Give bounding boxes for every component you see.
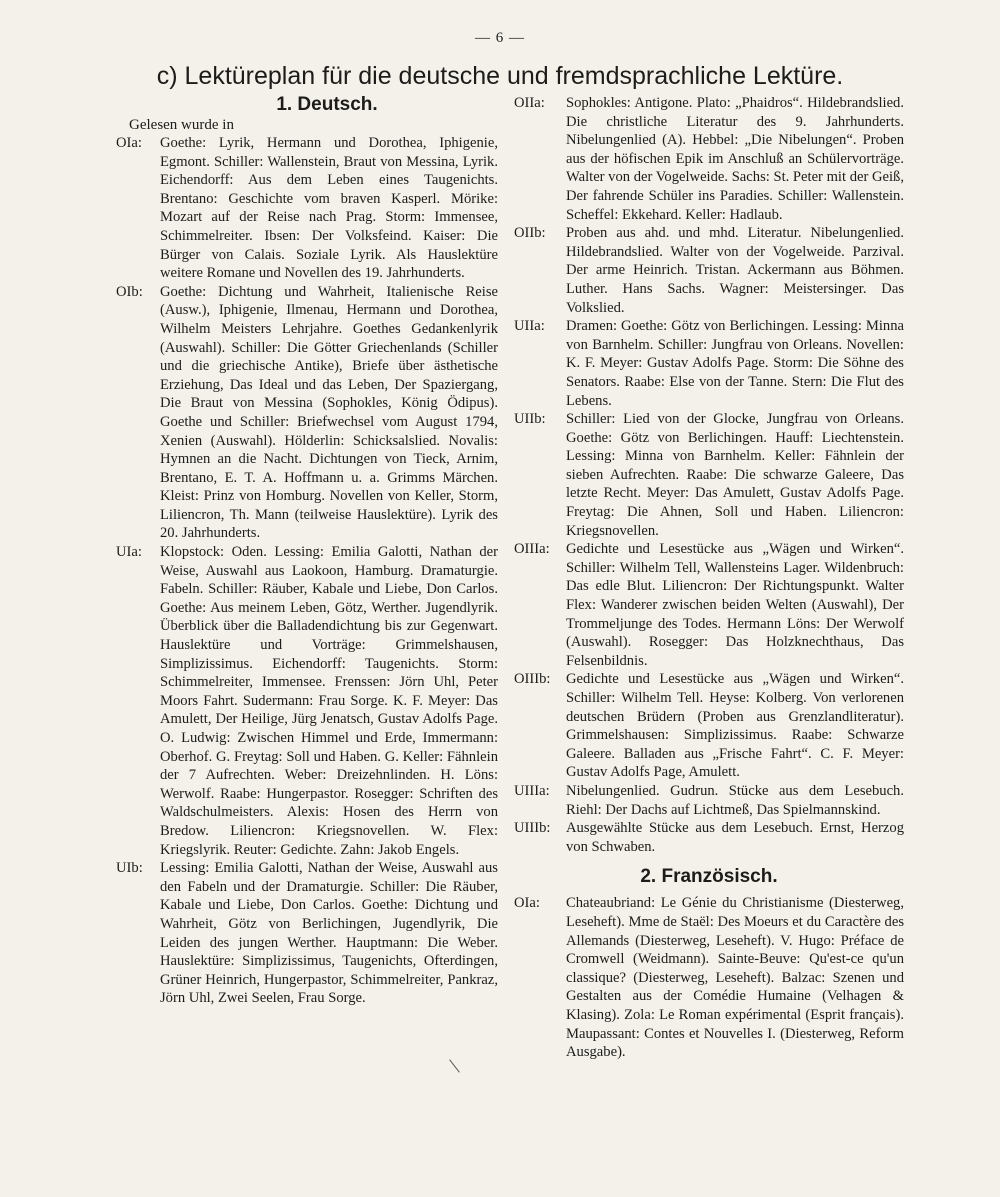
page-title: c) Lektüreplan für die deutsche und fremdsprachliche Lektüre. bbox=[156, 62, 844, 90]
class-label: OIb: bbox=[116, 283, 143, 300]
reading-list: Lessing: Emilia Galotti, Nathan der Weise, Auswahl aus den Fabeln und der Dramaturgie. Schiller: Die Räuber, Kabale und Liebe, Don Carlos. Goethe: Dichtung und Wahrheit, Götz von Berlichingen, Jugendlyrik, Die Leiden des jungen Werther. Hauptmann: Die Weber. Hauslektüre: Simplizissimus, Taugenichts, Ofterdingen, Grüner Heinrich, Hungerpastor, Schimmelreiter, Pankraz, Jörn Uhl, Zwei Seelen, Frau Sorge. bbox=[160, 860, 498, 1007]
class-label: OIIb: bbox=[514, 225, 546, 242]
class-label: OIIIa: bbox=[514, 541, 550, 558]
class-label: OIa: bbox=[514, 895, 540, 912]
reading-list: Sophokles: Antigone. Plato: „Phaidros“. Hildebrandslied. Die christliche Literatur des 9. Jahrhunderts. Nibelungenlied (A). Hebbel: „Die Nibelungen“. Proben aus der höfischen Epik im Anschluß an Schülervorträge. Walter von der Vogelweide. Sachs: St. Peter mit der Geiß, Der fahrende Schüler ins Paradies. Schiller: Wallenstein. Scheffel: Ekkehard. Keller: Hadlaub. bbox=[566, 95, 904, 223]
reading-list: Nibelungenlied. Gudrun. Stücke aus dem Lesebuch. Riehl: Der Dachs auf Lichtmeß, Das Spielmannskind. bbox=[566, 782, 904, 818]
reading-entry-uiiia bbox=[514, 782, 904, 819]
reading-list: Chateaubriand: Le Génie du Christianisme (Diesterweg, Leseheft). Mme de Staël: Des Moeurs et du Caractère des Allemands (Diesterweg, Leseheft). V. Hugo: Préface de Cromwell (Weidmann). Sainte-Beuve: Qu'est-ce qu'un classique? (Diesterweg, Leseheft). Balzac: Szenen und Gestalten aus der Comédie Humaine (Velhagen & Klasing). Zola: Le Roman expérimental (Esprit français). Maupassant: Contes et Nouvelles I. (Diesterweg, Reform Ausgabe). bbox=[566, 895, 904, 1061]
reading-entry-uib bbox=[116, 859, 498, 1008]
left-column bbox=[116, 94, 498, 1008]
reading-entry-uiib bbox=[514, 410, 904, 540]
reading-entry-uiia bbox=[514, 317, 904, 410]
reading-entry-uia bbox=[116, 543, 498, 859]
intro-text: Gelesen wurde in bbox=[129, 117, 234, 133]
reading-entry-oiiib bbox=[514, 670, 904, 782]
class-label: UIb: bbox=[116, 860, 143, 877]
class-label: OIa: bbox=[116, 135, 142, 151]
right-column bbox=[514, 94, 904, 1062]
class-label: UIIb: bbox=[514, 411, 546, 428]
section-heading-franzoesisch: 2. Französisch. bbox=[640, 866, 778, 888]
reading-entry-oiia bbox=[514, 94, 904, 224]
class-label: UIIIa: bbox=[514, 782, 550, 799]
reading-list: Gedichte und Lesestücke aus „Wägen und Wirken“. Schiller: Wilhelm Tell, Wallensteins Lager. Wildenbruch: Das edle Blut. Liliencron: Der Richtungspunkt. Walter Flex: Wanderer zwischen beiden Welten (Auswahl), Der Trommeljunge des Todes. Hermann Löns: Der Werwolf (Auswahl). Rosegger: Das Holzknechthaus, Das Felsenbildnis. bbox=[566, 541, 904, 669]
reading-list: Schiller: Lied von der Glocke, Jungfrau von Orleans. Goethe: Götz von Berlichingen. Hauff: Liechtenstein. Lessing: Minna von Barnhelm. Keller: Fähnlein der sieben Aufrechten. Raabe: Die schwarze Galeere, Das letzte Recht. Meyer: Das Amulett, Gustav Adolfs Page. Freytag: Die Ahnen, Soll und Haben. Liliencron: Kriegsnovellen. bbox=[566, 411, 904, 539]
reading-entry-oiib bbox=[514, 224, 904, 317]
reading-list: Gedichte und Lesestücke aus „Wägen und Wirken“. Schiller: Wilhelm Tell. Heyse: Kolberg. Von verlorenen deutschen Brüdern (Proben aus Grenzlandliteratur). Grimmelshausen: Simplizissimus. Raabe: Schwarze Galeere. Balladen aus „Frische Fahrt“. C. F. Meyer: Gustav Adolfs Page, Amulett. bbox=[566, 671, 904, 781]
reading-entry-oiiia bbox=[514, 540, 904, 670]
section-heading-deutsch: 1. Deutsch. bbox=[276, 94, 378, 115]
reading-list: Dramen: Goethe: Götz von Berlichingen. Lessing: Minna von Barnhelm. Schiller: Jungfrau von Orleans. Novellen: K. F. Meyer: Gustav Adolfs Page. Storm: Die Söhne des Senators. Raabe: Else von der Tanne. Stern: Die Flut des Lebens. bbox=[566, 318, 904, 409]
reading-entry-oia bbox=[116, 134, 498, 283]
reading-entry-fr-oia bbox=[514, 894, 904, 1061]
reading-list: Klopstock: Oden. Lessing: Emilia Galotti, Nathan der Weise, Auswahl aus Laokoon, Hamburg. Dramaturgie. Fabeln. Schiller: Räuber, Kabale und Liebe, Don Carlos. Goethe: Aus meinem Leben, Götz, Werther. Jugendlyrik. Überblick über die Balladendichtung bis zur Gegenwart. Hauslektüre und Vorträge: Grimmelshausen, Simplizissimus. Eichendorff: Taugenichts. Storm: Schimmelreiter, Immensee. Frenssen: Jörn Uhl, Peter Moors Fahrt. Sudermann: Frau Sorge. K. F. Meyer: Das Amulett, Der Heilige, Jürg Jenatsch, Gustav Adolfs Page. O. Ludwig: Zwischen Himmel und Erde, Immermann: Oberhof. G. Freytag: Soll und Haben. G. Keller: Fähnlein der 7 Aufrechten. Weber: Dreizehnlinden. H. Löns: Werwolf. Raabe: Hungerpastor. Rosegger: Schriften des Waldschulmeisters. Alexis: Hosen des Herrn von Bredow. Liliencron: Kriegsnovellen. W. Flex: Kriegslyrik. Reuter: Gedichte. Zahn: Jakob Engels. bbox=[160, 544, 498, 858]
page-number: — 6 — bbox=[475, 30, 525, 46]
reading-entry-oib bbox=[116, 283, 498, 543]
class-label: UIa: bbox=[116, 544, 142, 561]
class-label: UIIIb: bbox=[514, 820, 551, 837]
pencil-mark bbox=[449, 1059, 460, 1072]
class-label: OIIa: bbox=[514, 95, 545, 111]
reading-list: Proben aus ahd. und mhd. Literatur. Nibelungenlied. Hildebrandslied. Walter von der Vogelweide. Parzival. Der arme Heinrich. Tristan. Ackermann aus Böhmen. Luther. Hans Sachs. Wagner: Meistersinger. Das Volkslied. bbox=[566, 225, 904, 316]
reading-list: Ausgewählte Stücke aus dem Lesebuch. Ernst, Herzog von Schwaben. bbox=[566, 820, 904, 855]
reading-list: Goethe: Dichtung und Wahrheit, Italienische Reise (Ausw.), Iphigenie, Ilmenau, Hermann und Dorothea, Wilhelm Meisters Lehrjahre. Goethes Gedankenlyrik (Auswahl). Schiller: Die Götter Griechenlands (Schiller und die griechische Antike), Briefe über ästhetische Erziehung, Das Ideal und das Leben, Der Spaziergang, Die Braut von Messina (Sophokles, König Ödipus). Goethe und Schiller: Briefwechsel vom August 1794, Xenien (Auswahl). Hölderlin: Schicksalslied. Novalis: Hymnen an die Nacht. Dichtungen von Tieck, Arnim, Brentano, E. T. A. Hoffmann u. a. Grimms Märchen. Kleist: Prinz von Homburg. Novellen von Keller, Storm, Liliencron, Th. Mann (teilweise Hauslektüre). Lyrik des 20. Jahrhunderts. bbox=[160, 283, 498, 542]
reading-entry-uiiib bbox=[514, 819, 904, 856]
reading-list: Goethe: Lyrik, Hermann und Dorothea, Iphigenie, Egmont. Schiller: Wallenstein, Braut von Messina, Lyrik. Eichendorff: Aus dem Leben eines Taugenichts. Brentano: Geschichte vom braven Kasperl. Mörike: Mozart auf der Reise nach Prag. Storm: Immensee, Schimmelreiter. Ibsen: Der Volksfeind. Kaiser: Die Bürger von Calais. Soziale Lyrik. Als Hauslektüre weitere Romane und Novellen des 19. Jahrhunderts. bbox=[160, 135, 498, 282]
class-label: UIIa: bbox=[514, 318, 545, 335]
class-label: OIIIb: bbox=[514, 671, 551, 688]
